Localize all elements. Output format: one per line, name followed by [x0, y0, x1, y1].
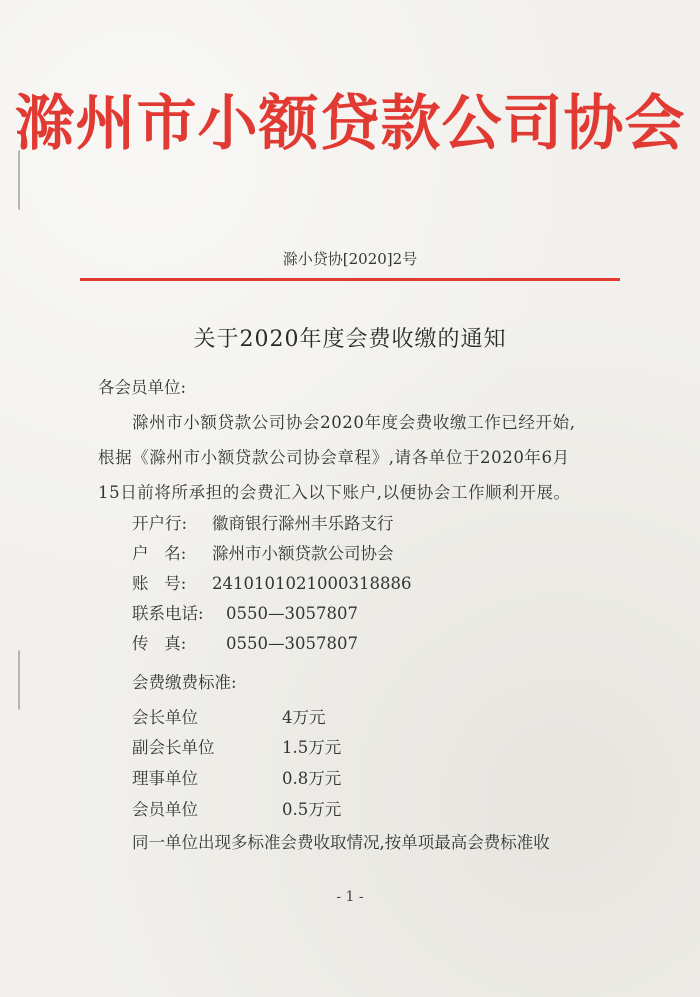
fee-amount: 1.5万元 [282, 738, 342, 757]
fee-row [132, 802, 341, 819]
paragraph-line-2: 根据《滁州市小额贷款公司协会章程》,请各单位于2020年6月 [98, 448, 570, 467]
paragraph-line-1: 滁州市小额贷款公司协会2020年度会费收缴工作已经开始, [132, 413, 576, 432]
contact-phone-value: 0550—3057807 [226, 604, 358, 623]
binding-mark [18, 150, 24, 210]
fee-unit: 理事单位 [132, 769, 198, 788]
binding-mark [18, 650, 24, 710]
salutation: 各会员单位: [98, 378, 187, 397]
account-number-label: 账 号: [132, 574, 187, 593]
account-number-value: 2410101021000318886 [212, 574, 412, 593]
account-bank-label: 开户行: [132, 514, 188, 533]
account-bank-row [132, 516, 394, 533]
paragraph-line-3: 15日前将所承担的会费汇入以下账户,以便协会工作顺利开展。 [98, 483, 571, 502]
fee-row [132, 771, 341, 788]
fee-amount: 4万元 [282, 708, 326, 727]
account-number-row [132, 576, 411, 593]
document-number: 滁小贷协[2020]2号 [282, 250, 418, 268]
contact-fax-label: 传 真: [132, 634, 187, 653]
fee-standard-title: 会费缴费标准: [132, 673, 237, 692]
contact-phone-row [132, 606, 358, 623]
account-bank-value: 徽商银行滁州丰乐路支行 [212, 514, 394, 533]
contact-fax-value: 0550—3057807 [226, 634, 358, 653]
org-header-title: 滁州市小额贷款公司协会 [14, 89, 686, 159]
account-name-value: 滁州市小额贷款公司协会 [212, 544, 394, 563]
contact-phone-label: 联系电话: [132, 604, 204, 623]
account-name-label: 户 名: [132, 544, 187, 563]
fee-unit: 会员单位 [132, 800, 198, 819]
closing-line: 同一单位出现多标准会费收取情况,按单项最高会费标准收 [132, 833, 550, 852]
fee-row [132, 710, 326, 727]
fee-amount: 0.8万元 [282, 769, 342, 788]
fee-unit: 会长单位 [132, 708, 198, 727]
notice-title: 关于2020年度会费收缴的通知 [193, 327, 507, 352]
fee-amount: 0.5万元 [282, 800, 342, 819]
page-number: - 1 - [336, 889, 364, 905]
header-divider [80, 278, 620, 281]
account-name-row [132, 546, 394, 563]
fee-unit: 副会长单位 [132, 738, 215, 757]
contact-fax-row [132, 636, 358, 653]
fee-row [132, 740, 341, 757]
